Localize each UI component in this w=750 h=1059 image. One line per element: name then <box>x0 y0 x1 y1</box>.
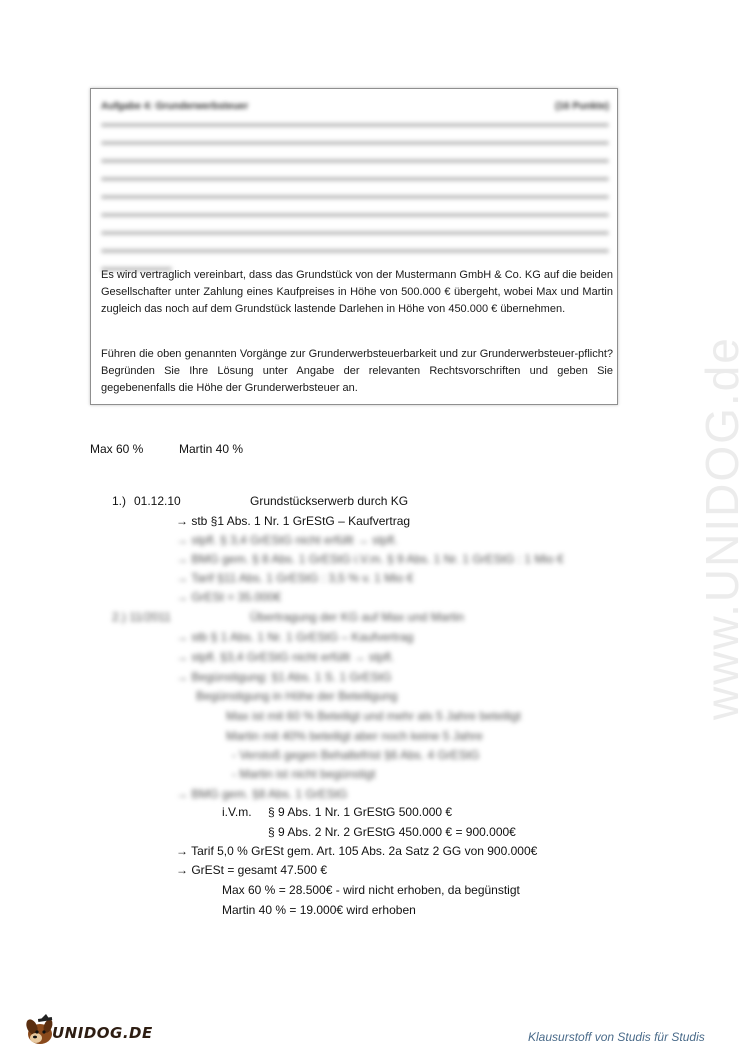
blurred-line: → GrESt = 35.000€ <box>176 590 282 604</box>
step1-title: Grundstückserwerb durch KG <box>250 494 409 508</box>
task-title: Aufgabe 4: Grunderwerbsteuer <box>101 101 249 112</box>
max-result: Max 60 % = 28.500€ - wird nicht erhoben, da begünstigt <box>222 883 520 897</box>
ivm-label: i.V.m. <box>222 805 252 819</box>
blurred-line: Max ist mit 60 % Beteiligt und mehr als 5 Jahre beteiligt <box>226 709 521 723</box>
blurred-line: → BMG gem. §8 Abs. 1 GrEStG <box>176 787 348 801</box>
ivm-line-2: § 9 Abs. 2 Nr. 2 GrEStG 450.000 € = 900.000€ <box>268 825 516 839</box>
share-max: Max 60 % <box>90 442 144 456</box>
task-paragraph-1: Es wird vertraglich vereinbart, dass das Grundstück von der Mustermann GmbH & Co. KG auf die beiden Gesellschafter unter Zahlung eines Kaufpreises in Höhe von 500.000 € übergeht, wobei Max und Martin zugleich das noch auf dem Grundstück lastende Darlehen in Höhe von 450.000 € übernehmen. <box>101 269 613 315</box>
martin-result: Martin 40 % = 19.000€ wird erhoben <box>222 903 416 917</box>
blurred-line: Übertragung der KG auf Max und Martin <box>250 610 465 624</box>
blurred-task-intro <box>91 89 617 259</box>
blurred-line: → Tarif §11 Abs. 1 GrEStG : 3,5 % v. 1 Mio € <box>176 571 414 585</box>
blurred-line: → stpfl. §3,4 GrEStG nicht erfüllt → stpfl. <box>176 650 395 664</box>
blurred-line: → Begünstigung: §1 Abs. 1 S. 1 GrEStG <box>176 670 392 684</box>
grest-total: → GrESt = gesamt 47.500 € <box>176 863 328 877</box>
step1-number: 1.) <box>112 494 127 508</box>
blurred-line: 2.) 11/2011 <box>112 610 171 624</box>
tarif-line: → Tarif 5,0 % GrESt gem. Art. 105 Abs. 2a Satz 2 GG von 900.000€ <box>176 844 538 858</box>
footer-tagline: Klausurstoff von Studis für Studis <box>528 1030 705 1044</box>
blurred-line: - Verstoß gegen Behaltefrist §6 Abs. 4 GrEStG <box>232 748 480 762</box>
share-martin: Martin 40 % <box>179 442 244 456</box>
task-box <box>90 88 618 405</box>
blurred-line: → BMG gem. § 8 Abs. 1 GrEStG i.V.m. § 9 Abs. 1 Nr. 1 GrEStG : 1 Mio € <box>176 552 564 566</box>
blurred-line: - Martin ist nicht begünstigt <box>232 767 376 781</box>
logo-text: UNIDOG.DE <box>52 1024 153 1042</box>
watermark: www.UNIDOG.de <box>696 336 748 720</box>
blurred-line: → stpfl. § 3,4 GrEStG nicht erfüllt → stpfl. <box>176 533 398 547</box>
blurred-text-lines <box>101 123 609 285</box>
step1-line1: → stb §1 Abs. 1 Nr. 1 GrEStG – Kaufvertrag <box>176 514 411 528</box>
blurred-line: Begünstigung in Höhe der Beteiligung <box>196 689 398 703</box>
step1-date: 01.12.10 <box>134 494 181 508</box>
blurred-line: → stb § 1 Abs. 1 Nr. 1 GrEStG – Kaufvertrag <box>176 630 414 644</box>
ivm-line-1: § 9 Abs. 1 Nr. 1 GrEStG 500.000 € <box>268 805 453 819</box>
task-points: (16 Punkte) <box>555 101 609 112</box>
task-paragraph-2: Führen die oben genannten Vorgänge zur Grunderwerbsteuerbarkeit und zur Grunderwerbsteuer-pflicht? Begründen Sie Ihre Lösung unter Angabe der relevanten Rechtsvorschriften und geben Sie gegebenenfalls die Höhe der Grunderwerbsteuer an. <box>101 348 613 394</box>
blurred-line: Martin mit 40% beteiligt aber noch keine 5 Jahre <box>226 729 483 743</box>
